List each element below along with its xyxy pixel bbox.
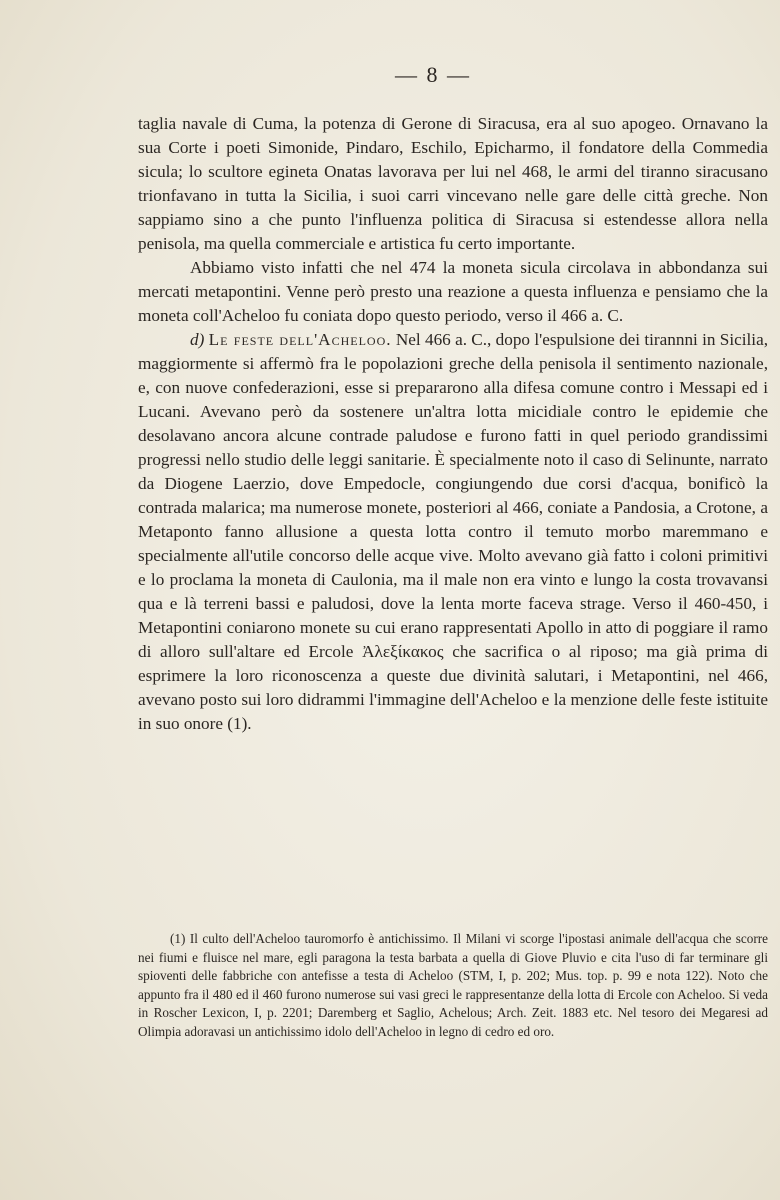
paragraph-2: Abbiamo visto infatti che nel 474 la moneta sicula circolava in abbondanza sui mercati metapontini. Venne però presto una reazione a questa influenza e pensiamo che la moneta coll'Acheloo fu coniata dopo questo periodo, verso il 466 a. C.: [138, 258, 768, 325]
main-text: [138, 112, 768, 736]
footnotes: [138, 930, 768, 1041]
page-number: — 8 —: [395, 62, 471, 87]
section-text: Nel 466 a. C., dopo l'espulsione dei tirannni in Sicilia, maggiormente si affermò fra le popolazioni greche della penisola il sentimento nazionale, e, con nuove confederazioni, esse si prepararono alla difesa comune contro i Messapi ed i Lucani. Avevano però da sostenere un'altra lotta micidiale contro le epidemie che desolavano ancora alcune contrade paludose e furono fatti in quel periodo grandissimi progressi nello studio delle leggi sanitarie. È specialmente noto il caso di Selinunte, narrato da Diogene Laerzio, dove Empedocle, congiungendo due corsi d'acqua, bonificò la contrada malarica; ma numerose monete, posteriori al 466, coniate a Pandosia, a Crotone, a Metaponto fanno allusione a questa lotta contro il temuto morbo maremmano e specialmente all'utile concorso delle acque vive. Molto avevano già fatto i coloni primitivi e lo proclama la moneta di Caulonia, ma il male non era vinto e lungo la costa trovavansi qua e là terreni bassi e paludosi, dove la lenta morte faceva strage. Verso il 460-450, i Metapontini coniarono monete su cui erano rappresentati Apollo in atto di poggiare il ramo di alloro sull'altare ed Ercole Ἀλεξίκακος che sacrifica o al riposo; ma già prima di esprimere la loro riconoscenza a queste due divinità salutari, i Metapontini, nel 466, avevano posto sui loro didrammi l'immagine dell'Acheloo e la menzione delle feste istituite in suo onore (1).: [138, 330, 769, 733]
section-label: d): [190, 330, 205, 349]
footnote-1: (1) Il culto dell'Acheloo tauromorfo è antichissimo. Il Milani vi scorge l'ipostasi animale dell'acqua che scorre nei fiumi e fluisce nel mare, egli paragona la testa barbata a quella di Giove Pluvio e cita l'uso di far terminare gli spioventi delle fabbriche con antefisse a testa di Acheloo (STM, I, p. 202; Mus. top. p. 99 e nota 122). Noto che appunto fra il 480 ed il 460 furono numerose sui vasi greci le rappresentanze della lotta di Ercole con Acheloo. Si veda in Roscher Lexicon, I, p. 2201; Daremberg et Saglio, Achelous; Arch. Zeit. 1883 etc. Nel tesoro dei Megaresi ad Olimpia adoravasi un antichissimo idolo dell'Acheloo in legno di cedro ed oro.: [138, 931, 768, 1039]
paragraph-1: taglia navale di Cuma, la potenza di Gerone di Siracusa, era al suo apogeo. Ornavano la sua Corte i poeti Simonide, Pindaro, Eschilo, Epicharmo, il fondatore della Commedia sicula; lo scultore egineta Onatas lavorava per lui nel 468, le armi del tiranno siracusano trionfavano in tutta la Sicilia, i suoi carri vincevano nelle gare delle città greche. Non sappiamo sino a che punto l'influenza politica di Siracusa si estendesse allora nella penisola, ma quella commerciale e artistica fu certo importante.: [138, 114, 768, 253]
paragraph-section-d: [138, 328, 768, 736]
section-heading: Le feste dell'Acheloo.: [208, 330, 392, 349]
